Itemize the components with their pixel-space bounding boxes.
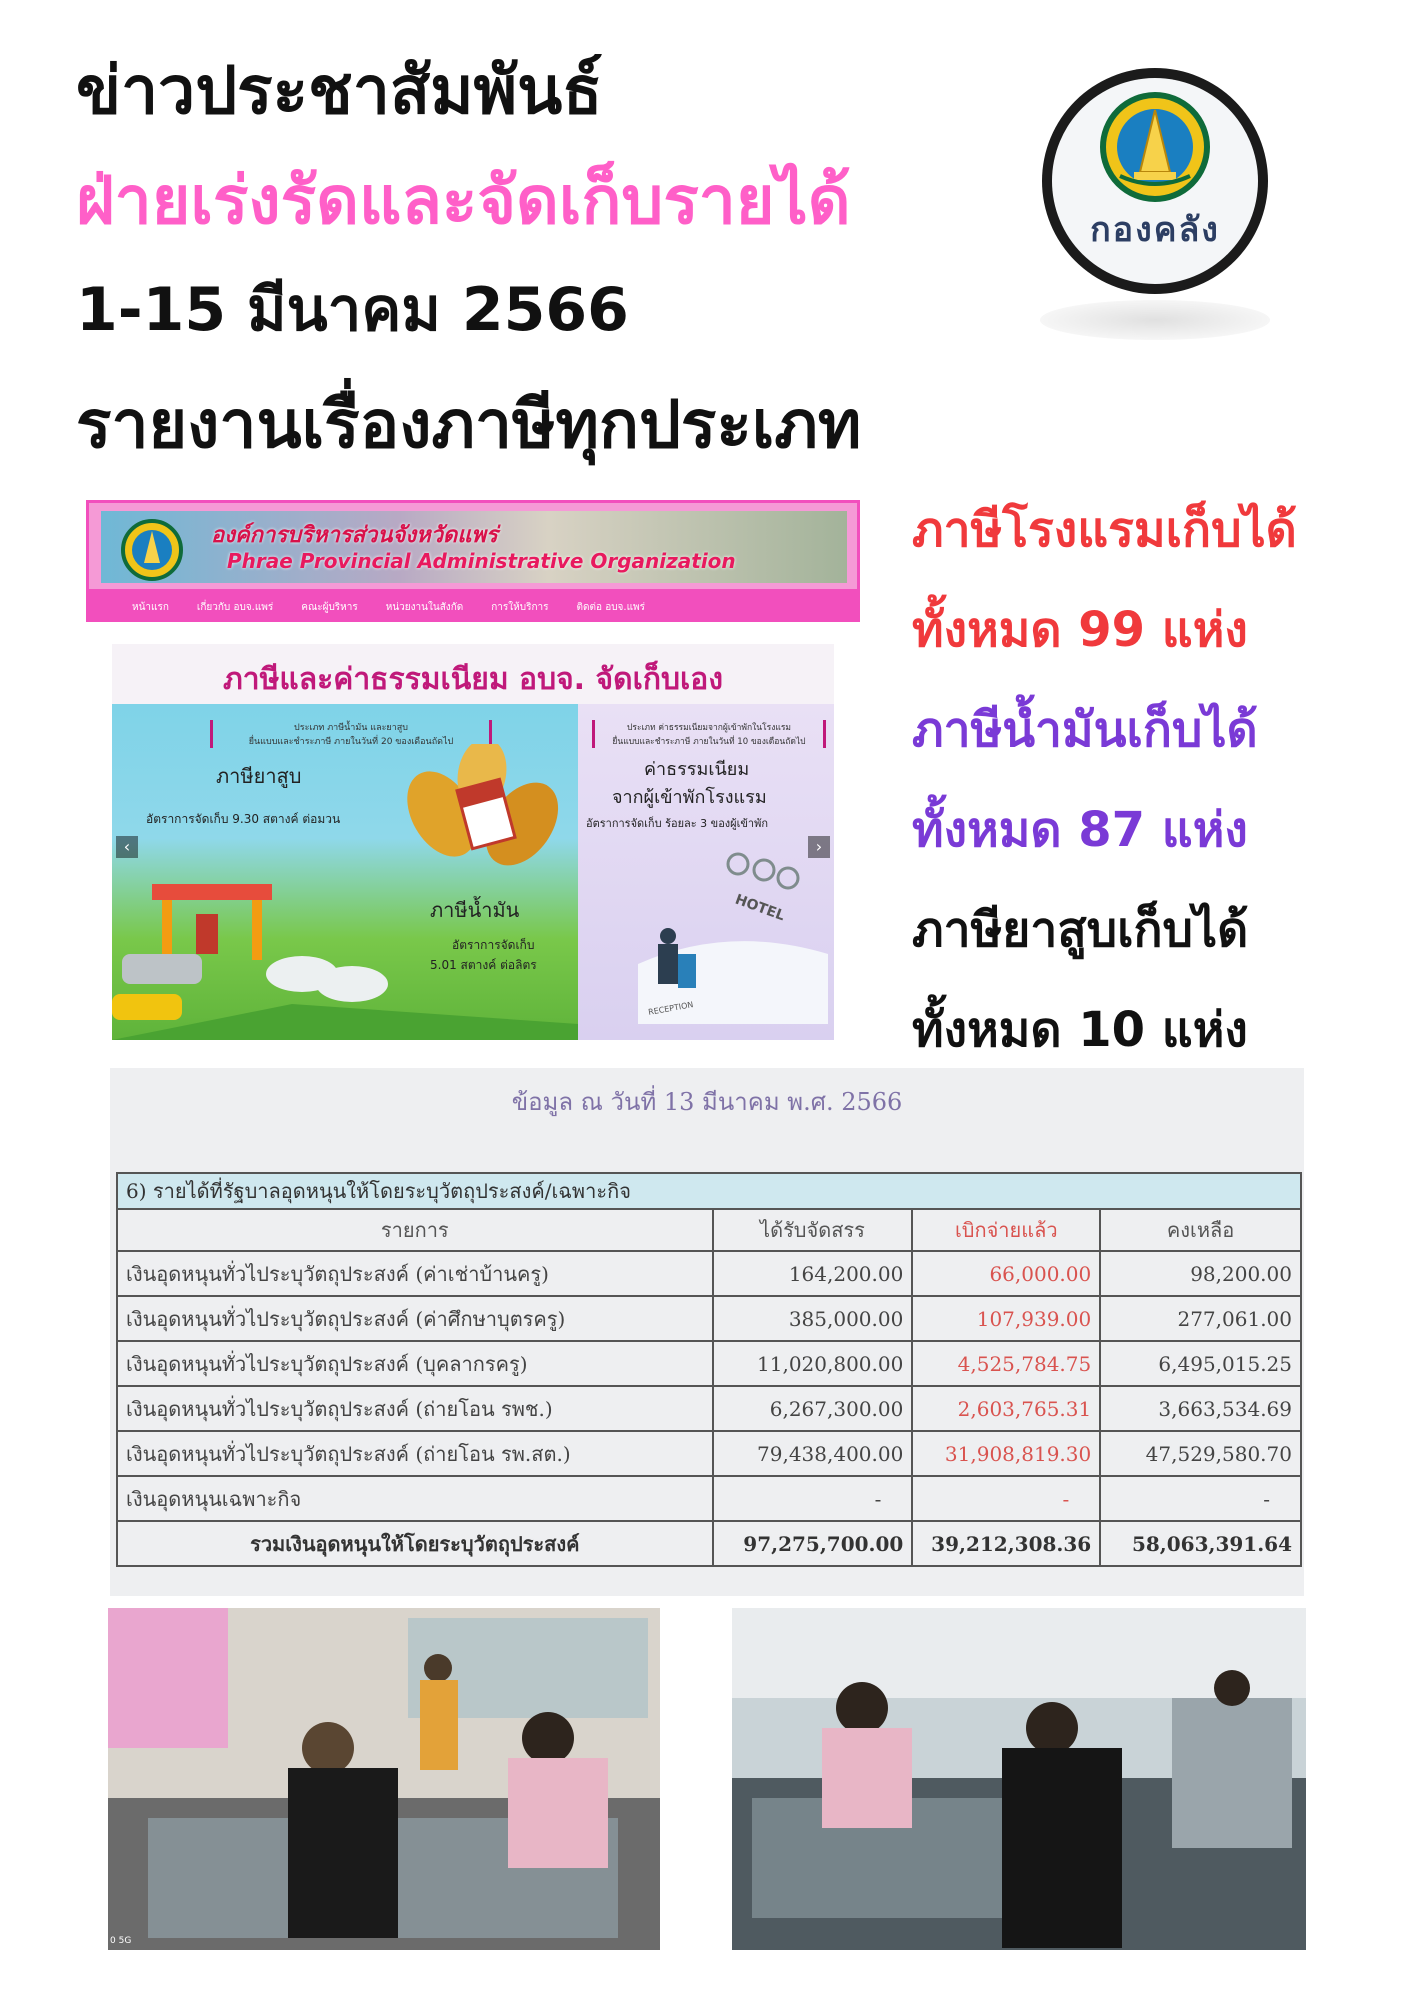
site-name-thai: องค์การบริหารส่วนจังหวัดแพร่ (211, 523, 498, 548)
nav-item-executives[interactable]: คณะผู้บริหาร (301, 601, 358, 613)
site-seal-icon (121, 519, 183, 581)
total-label: รวมเงินอุดหนุนให้โดยระบุวัตถุประสงค์ (117, 1521, 713, 1566)
row-item: เงินอุดหนุนทั่วไประบุวัตถุประสงค์ (ค่าเช่าบ้านครู) (117, 1251, 713, 1296)
total-disbursed: 39,212,308.36 (912, 1521, 1100, 1566)
row-item: เงินอุดหนุนทั่วไประบุวัตถุประสงค์ (ถ่ายโอน รพ.สต.) (117, 1431, 713, 1476)
office-scene-right-icon (732, 1608, 1306, 1950)
hotel-fee-label-2: จากผู้เข้าพักโรงแรม (612, 787, 767, 808)
oil-tax-count: ทั้งหมด 87 แห่ง (912, 802, 1248, 858)
oil-rate-line1: อัตราการจัดเก็บ (452, 938, 535, 952)
oil-label: ภาษีน้ำมัน (430, 898, 520, 922)
row-disbursed: 2,603,765.31 (912, 1386, 1100, 1431)
table-row (117, 1386, 1301, 1431)
table-section-title: 6) รายได้ที่รัฐบาลอุดหนุนให้โดยระบุวัตถุประสงค์/เฉพาะกิจ (117, 1173, 1301, 1209)
logo-text: กองคลัง (1090, 210, 1220, 250)
row-allocated: 11,020,800.00 (713, 1341, 913, 1386)
table-row (117, 1476, 1301, 1521)
total-allocated: 97,275,700.00 (713, 1521, 913, 1566)
nav-item-agencies[interactable]: หน่วยงานในสังกัด (385, 601, 464, 613)
treasury-logo (1042, 68, 1268, 294)
row-item: เงินอุดหนุนทั่วไประบุวัตถุประสงค์ (ถ่ายโอน รพช.) (117, 1386, 713, 1431)
hotel-fee-label-1: ค่าธรรมเนียม (644, 759, 750, 780)
row-item: เงินอุดหนุนทั่วไประบุวัตถุประสงค์ (ค่าศึกษาบุตรครู) (117, 1296, 713, 1341)
col-header-remaining: คงเหลือ (1100, 1209, 1301, 1251)
site-name-english: Phrae Provincial Administrative Organization (227, 549, 736, 573)
photo-stamp: 0 5G (110, 1936, 132, 1946)
row-allocated: 385,000.00 (713, 1296, 913, 1341)
row-item: เงินอุดหนุนทั่วไประบุวัตถุประสงค์ (บุคลากรครู) (117, 1341, 713, 1386)
panel-title-bar (112, 644, 834, 704)
nav-item-services[interactable]: การให้บริการ (491, 601, 549, 613)
nav-item-about[interactable]: เกี่ยวกับ อบจ.แพร่ (196, 601, 274, 613)
panel-left-illustration (112, 704, 578, 1040)
row-disbursed: - (912, 1476, 1100, 1521)
nav-item-contact[interactable]: ติดต่อ อบจ.แพร่ (576, 601, 645, 613)
panel-right-illustration (578, 704, 834, 1040)
note-right: ประเภท ค่าธรรมเนียมจากผู้เข้าพักในโรงแรม ยื่นแบบและชำระภาษี ภายในวันที่ 10 ของเดือนถัดไป (592, 720, 826, 748)
table-header-row (117, 1209, 1301, 1251)
reception-sign: RECEPTION (647, 1000, 695, 1017)
hotel-sign: HOTEL (732, 891, 787, 925)
col-header-item: รายการ (117, 1209, 713, 1251)
row-allocated: 164,200.00 (713, 1251, 913, 1296)
office-photo-left (108, 1608, 660, 1950)
row-disbursed: 107,939.00 (912, 1296, 1100, 1341)
row-disbursed: 31,908,819.30 (912, 1431, 1100, 1476)
row-item: เงินอุดหนุนเฉพาะกิจ (117, 1476, 713, 1521)
site-nav (86, 592, 860, 622)
nav-item-home[interactable]: หน้าแรก (132, 601, 169, 613)
hotel-tax-count: ทั้งหมด 99 แห่ง (912, 602, 1248, 658)
row-remaining: 277,061.00 (1100, 1296, 1301, 1341)
subsidy-table (116, 1172, 1302, 1567)
tobacco-tax-count: ทั้งหมด 10 แห่ง (912, 1002, 1248, 1058)
row-allocated: - (713, 1476, 913, 1521)
table-row (117, 1251, 1301, 1296)
site-banner (101, 511, 847, 583)
row-disbursed: 4,525,784.75 (912, 1341, 1100, 1386)
table-row (117, 1296, 1301, 1341)
hotel-tax-heading: ภาษีโรงแรมเก็บได้ (912, 502, 1297, 558)
page-title: ข่าวประชาสัมพันธ์ (76, 52, 603, 129)
panel-title: ภาษีและค่าธรรมเนียม อบจ. จัดเก็บเอง (223, 662, 723, 697)
report-date: 1-15 มีนาคม 2566 (76, 275, 629, 345)
report-heading: รายงานเรื่องภาษีทุกประเภท (76, 386, 862, 463)
table-section-row (117, 1173, 1301, 1209)
page-subtitle: ฝ่ายเร่งรัดและจัดเก็บรายได้ (76, 162, 851, 239)
site-header (86, 500, 860, 592)
row-remaining: 98,200.00 (1100, 1251, 1301, 1296)
carousel-prev-button[interactable]: ‹ (116, 836, 138, 858)
tax-info-panel (112, 644, 834, 1040)
table-row (117, 1341, 1301, 1386)
finance-table-image (110, 1068, 1304, 1596)
row-remaining: 47,529,580.70 (1100, 1431, 1301, 1476)
note-left: ประเภท ภาษีน้ำมัน และยาสูบ ยื่นแบบและชำระภาษี ภายในวันที่ 20 ของเดือนถัดไป (210, 720, 492, 748)
row-remaining: 3,663,534.69 (1100, 1386, 1301, 1431)
col-header-allocated: ได้รับจัดสรร (713, 1209, 913, 1251)
logo-shadow (1040, 300, 1270, 340)
carousel-next-button[interactable]: › (808, 836, 830, 858)
row-allocated: 6,267,300.00 (713, 1386, 913, 1431)
table-total-row (117, 1521, 1301, 1566)
website-screenshot (86, 500, 860, 1040)
oil-rate-line2: 5.01 สตางค์ ต่อลิตร (430, 958, 537, 972)
row-remaining: 6,495,015.25 (1100, 1341, 1301, 1386)
row-remaining: - (1100, 1476, 1301, 1521)
row-disbursed: 66,000.00 (912, 1251, 1100, 1296)
hotel-fee-rate: อัตราการจัดเก็บ ร้อยละ 3 ของผู้เข้าพัก (586, 817, 768, 830)
oil-tax-heading: ภาษีน้ำมันเก็บได้ (912, 702, 1258, 758)
tobacco-label: ภาษียาสูบ (216, 764, 302, 788)
col-header-disbursed: เบิกจ่ายแล้ว (912, 1209, 1100, 1251)
office-scene-left-icon (108, 1608, 660, 1950)
tobacco-tax-heading: ภาษียาสูบเก็บได้ (912, 902, 1249, 958)
provincial-seal-icon (1100, 92, 1210, 202)
office-photo-right (732, 1608, 1306, 1950)
total-remaining: 58,063,391.64 (1100, 1521, 1301, 1566)
tobacco-rate: อัตราการจัดเก็บ 9.30 สตางค์ ต่อมวน (146, 812, 341, 826)
table-row (117, 1431, 1301, 1476)
table-as-of-date: ข้อมูล ณ วันที่ 13 มีนาคม พ.ศ. 2566 (511, 1088, 903, 1116)
row-allocated: 79,438,400.00 (713, 1431, 913, 1476)
